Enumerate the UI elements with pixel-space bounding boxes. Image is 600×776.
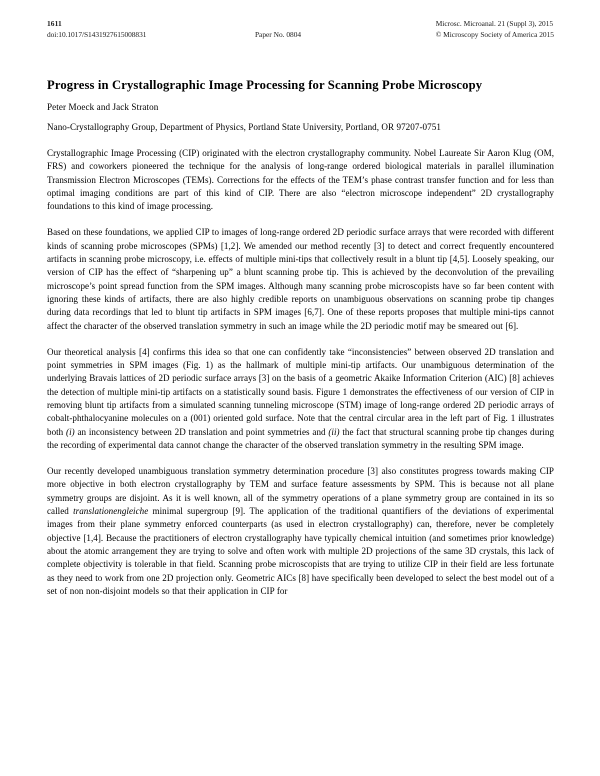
affiliation-line: Nano-Crystallography Group, Department of Physics, Portland State University, Portland, OR 97207-0751 <box>47 122 441 132</box>
journal-citation: Microsc. Microanal. 21 (Suppl 3), 2015 <box>435 19 554 28</box>
page-title: Progress in Crystallographic Image Processing for Scanning Probe Microscopy <box>47 78 483 93</box>
body-paragraph: Our theoretical analysis [4] confirms this idea so that one can confidently take “inconsistencies” between observed 2D translation and point symmetries in SPM images (Fig. 1) as the hallmark of multiple mini-tip artifacts. Our unambiguous determination of the underlying Bravais lattices of 2D periodic surface arrays [3] on the basis of a geometric Akaike Information Criterion (AIC) [8] achieves the detection of multiple mini-tip artifacts on a statistically sound basis. Figure 1 demonstrates the effectiveness of our version of CIP in removing blunt tip artifacts from a simulated scanning tunneling microscope (STM) image of long-range ordered 2D periodic arrays of cobalt-phthalocyanine molecules on a (001) oriented gold surface. Note that the central circular area in the left part of Fig. 1 illustrates both (i) an inconsistency between 2D translation and point symmetries and (ii) the fact that structural scanning probe tip changes during the recording of experimental data cannot change the character of the observed translation symmetry in the resulting SPM image. <box>47 346 555 451</box>
paper-number: Paper No. 0804 <box>254 30 302 39</box>
body-paragraph: Crystallographic Image Processing (CIP) originated with the electron crystallography community. Nobel Laureate Sir Aaron Klug (OM, FRS) and coworkers pioneered the technique for the analysis of long-range ordered biological materials in parallel illumination Transmission Electron Microscopes (TEMs). Corrections for the effects of the TEM’s phase contrast transfer function and for less than optimal imaging conditions are part of this kind of CIP. There are also “electron microscope independent” 2D crystallography foundations to this kind of image processing. <box>47 148 554 212</box>
body-paragraph: Our recently developed unambiguous translation symmetry determination procedure [3] also constitutes progress towards making CIP more objective in both electron crystallography by TEM and surface feature assessments by SPM. This is because not all plane symmetry groups are disjoint. As it is well known, all of the symmetry operations of a plane symmetry group are contained in its so called translationengleiche minimal supergroup [9]. The application of the traditional quantifiers of the deviations of experimental images from their plane symmetry enforced counterparts (as used in electron crystallography) can, therefore, never be completely objective [1,4]. Because the practitioners of electron crystallography have typically chemical intuition (and sometimes prior knowledge) about the atomic arrangement they are trying to solve and often work with multiple 2D projections of the same 3D crystals, this lack of complete objectivity is tolerable in that field. Scanning probe microscopists that are trying to utilize CIP in their field are less fortunate as they need to work from one 2D projection only. Geometric AICs [8] have specifically been developed to select the best model out of a set of non non-disjoint models so that their application in CIP for <box>47 466 554 597</box>
author-list: Peter Moeck and Jack Straton <box>47 102 159 112</box>
running-head-right <box>436 18 554 40</box>
copyright-line: © Microscopy Society of America 2015 <box>435 30 554 40</box>
issue-number: 1611 <box>47 19 62 28</box>
running-head-left <box>47 18 146 40</box>
article-body <box>47 147 554 598</box>
body-paragraph: Based on these foundations, we applied CIP to images of long-range ordered 2D periodic surface arrays that were recorded with different kinds of scanning probe microscopes (SPMs) [1,2]. We amended our method recently [3] to detect and correct frequently encountered artifacts in scanning probe microscopy, i.e. effects of multiple mini-tips that collectively result in a blunt tip [4,5]. Loosely speaking, our version of CIP has the effect of “sharpening up” a blunt scanning probe tip. This is achieved by the deconvolution of the prevailing microscope’s point spread function from the SPM images. Although many scanning probe microscopists have so far been content with ignoring these kinds of artifacts, there are also highly credible reports on unambiguous observations on scanning probe tip changes during data recordings that led to blunt tip artifacts in SPM images [6,7]. One of these reports proposes that multiple mini-tips cannot affect the character of the observed translation symmetry in such an image while the 2D periodic motif may be smeared out [6]. <box>47 227 554 331</box>
running-head <box>47 18 554 40</box>
doi-text: doi:10.1017/S1431927615008831 <box>47 30 147 40</box>
